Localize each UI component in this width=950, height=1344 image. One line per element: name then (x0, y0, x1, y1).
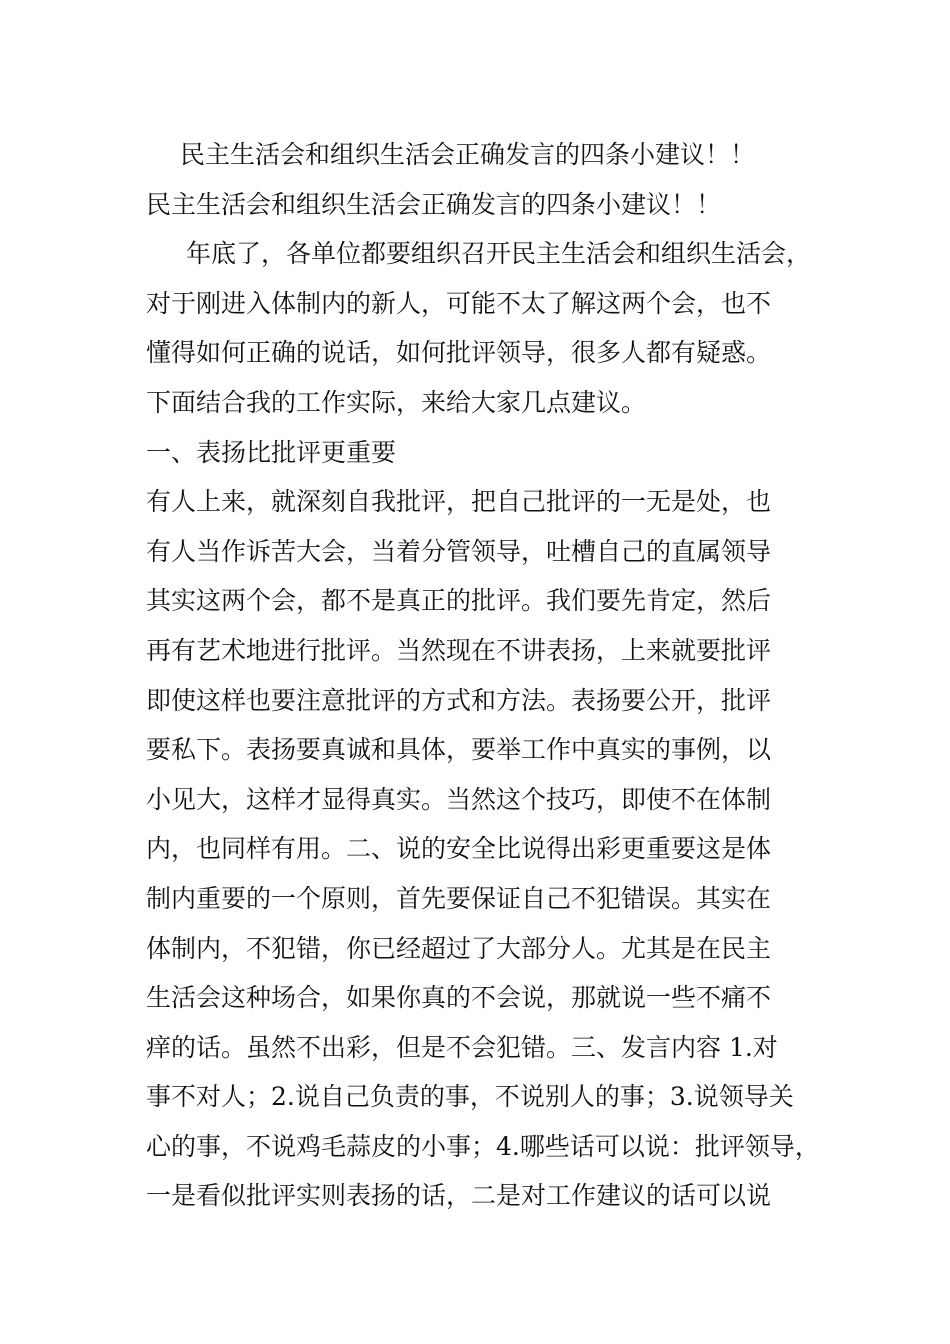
paragraph-line: 体制内，不犯错，你已经超过了大部分人。尤其是在民主 (146, 933, 772, 963)
paragraph-line: 下面结合我的工作实际，来给大家几点建议。 (146, 387, 647, 417)
section-heading: 一、表扬比批评更重要 (146, 437, 397, 467)
paragraph-line: 有人上来，就深刻自我批评，把自己批评的一无是处，也 (146, 487, 772, 517)
paragraph-line: 制内重要的一个原则，首先要保证自己不犯错误。其实在 (146, 883, 772, 913)
paragraph-line: 痒的话。虽然不出彩，但是不会犯错。三、发言内容 1.对 (146, 1032, 778, 1062)
paragraph-line: 小见大，这样才显得真实。当然这个技巧，即使不在体制 (146, 784, 772, 814)
paragraph-line: 再有艺术地进行批评。当然现在不讲表扬，上来就要批评 (146, 635, 772, 665)
paragraph-line: 即使这样也要注意批评的方式和方法。表扬要公开，批评 (146, 685, 772, 715)
document-body (146, 130, 846, 1221)
paragraph-line: 生活会这种场合，如果你真的不会说，那就说一些不痛不 (146, 983, 772, 1013)
paragraph-line: 要私下。表扬要真诚和具体，要举工作中真实的事例，以 (146, 735, 772, 765)
paragraph-line: 事不对人；2.说自己负责的事，不说别人的事；3.说领导关 (146, 1082, 794, 1112)
document-heading: 民主生活会和组织生活会正确发言的四条小建议！！ (146, 189, 722, 219)
paragraph-line: 其实这两个会，都不是真正的批评。我们要先肯定，然后 (146, 586, 772, 616)
document-title: 民主生活会和组织生活会正确发言的四条小建议！！ (180, 140, 756, 169)
paragraph-line: 有人当作诉苦大会，当着分管领导，吐槽自己的直属领导 (146, 536, 772, 566)
paragraph-line: 一是看似批评实则表扬的话，二是对工作建议的话可以说 (146, 1181, 772, 1211)
paragraph-line: 内，也同样有用。二、说的安全比说得出彩更重要这是体 (146, 834, 772, 864)
paragraph-line: 对于刚进入体制内的新人，可能不太了解这两个会，也不 (146, 288, 772, 318)
paragraph-line: 年底了，各单位都要组织召开民主生活会和组织生活会， (186, 239, 812, 269)
paragraph-line: 懂得如何正确的说话，如何批评领导，很多人都有疑惑。 (146, 338, 772, 368)
paragraph-line: 心的事，不说鸡毛蒜皮的小事；4.哪些话可以说：批评领导， (146, 1131, 820, 1161)
